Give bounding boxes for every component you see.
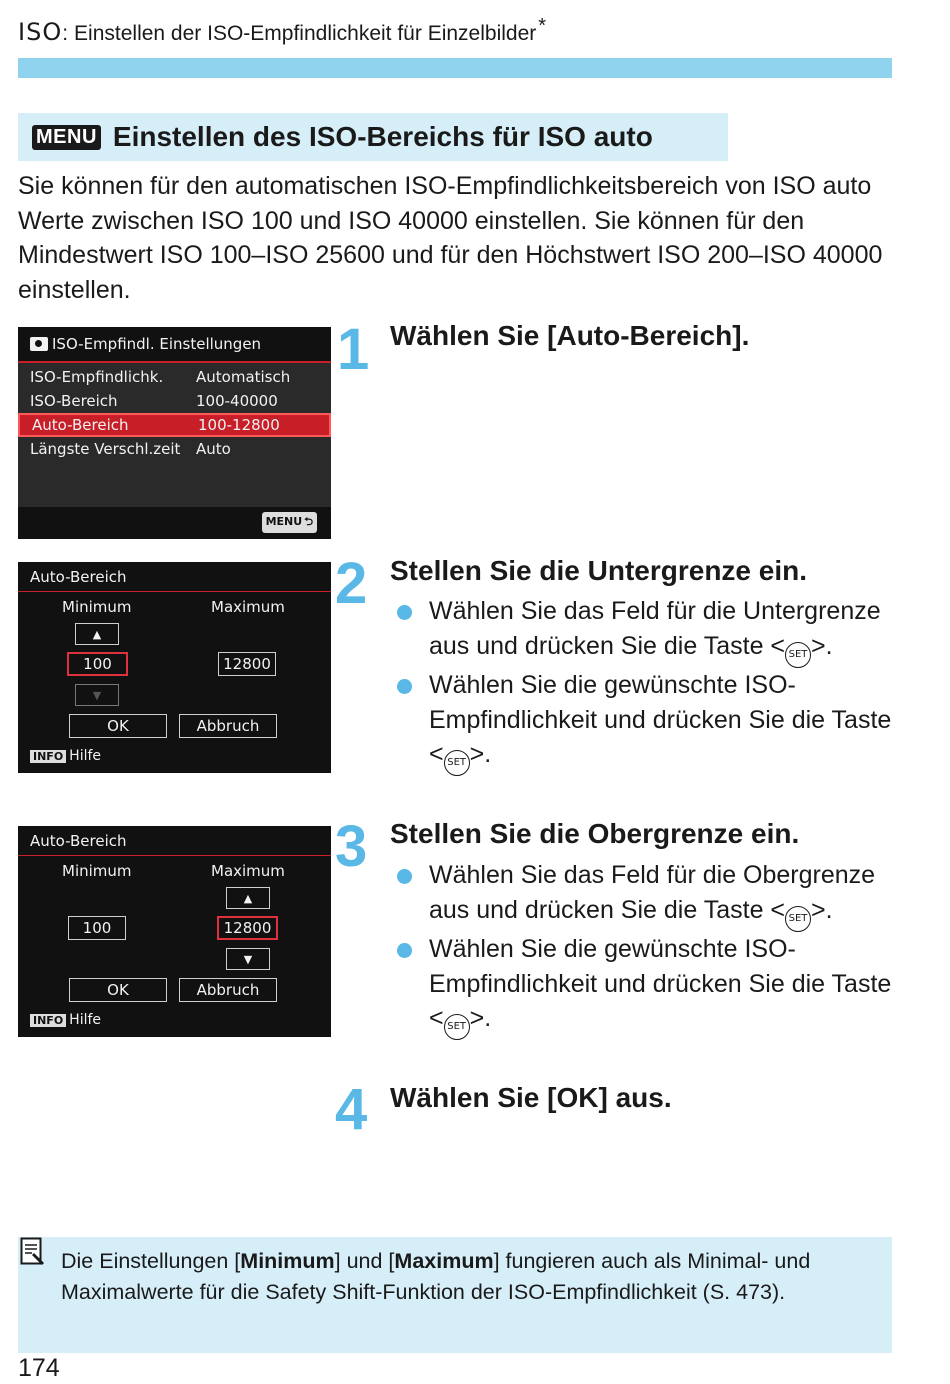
menu-row-min-shutter[interactable]: Längste Verschl.zeit Auto xyxy=(30,440,231,458)
page-number: 174 xyxy=(18,1354,60,1382)
info-help[interactable]: INFO Hilfe xyxy=(30,748,101,764)
step-number-1: 1 xyxy=(337,317,370,382)
min-up-arrow[interactable]: ▲ xyxy=(75,623,119,645)
step-2-title: Stellen Sie die Untergrenze ein. xyxy=(390,555,808,586)
info-badge: INFO xyxy=(30,1014,66,1027)
section-heading xyxy=(18,113,728,161)
step-number-2: 2 xyxy=(335,551,368,616)
header-title: Einstellen der ISO-Empfindlichkeit für Einzelbilder xyxy=(74,22,537,45)
iso-symbol: ISO xyxy=(18,18,63,46)
set-button-icon: SET xyxy=(785,906,811,932)
minimum-label: Minimum xyxy=(62,862,132,880)
note-text: Die Einstellungen [Minimum] und [Maximum] fungieren auch als Minimal- und Maximalwerte für die Safety Shift-Funktion der ISO-Empfindlichkeit (S. 473). xyxy=(61,1249,811,1304)
step-number-3: 3 xyxy=(335,814,368,879)
cancel-button[interactable]: Abbruch xyxy=(179,714,277,738)
step-2-bullets xyxy=(395,594,895,776)
maximum-label: Maximum xyxy=(211,862,285,880)
screen-title-bar: ISO-Empfindl. Einstellungen xyxy=(18,327,331,363)
ok-button[interactable]: OK xyxy=(69,714,167,738)
page-header: ISO : Einstellen der ISO-Empfindlichkeit für Einzelbilder * xyxy=(18,15,547,46)
set-button-icon: SET xyxy=(444,1014,470,1040)
menu-row-iso-speed[interactable]: ISO-Empfindlichk. Automatisch xyxy=(30,368,291,386)
min-value-field[interactable]: 100 xyxy=(68,916,126,940)
step-3-bullets xyxy=(395,858,895,1040)
list-item: Wählen Sie das Feld für die Obergrenze aus und drücken Sie die Taste < SET >. xyxy=(395,858,895,932)
step-1-title: Wählen Sie [Auto-Bereich]. xyxy=(390,320,750,351)
intro-paragraph: Sie können für den automatischen ISO-Empfindlichkeitsbereich von ISO auto Werte zwischen ISO 100 und ISO 40000 einstellen. Sie können für den Mindestwert ISO 100–ISO 25600 und für den Höchstwert ISO 200–ISO 40000 einstellen. xyxy=(18,172,883,304)
info-help[interactable]: INFO Hilfe xyxy=(30,1012,101,1028)
list-item: Wählen Sie die gewünschte ISO-Empfindlichkeit und drücken Sie die Taste < SET >. xyxy=(395,932,895,1041)
note-icon xyxy=(20,1237,46,1269)
list-item: Wählen Sie die gewünschte ISO-Empfindlichkeit und drücken Sie die Taste < SET >. xyxy=(395,668,895,777)
menu-row-auto-range[interactable]: Auto-Bereich 100-12800 xyxy=(18,413,331,437)
maximum-label: Maximum xyxy=(211,598,285,616)
min-value-field[interactable]: 100 xyxy=(67,652,128,676)
menu-badge: MENU xyxy=(32,125,101,150)
max-value-field[interactable]: 12800 xyxy=(218,652,276,676)
list-item: Wählen Sie das Feld für die Untergrenze aus und drücken Sie die Taste < SET >. xyxy=(395,594,895,668)
max-down-arrow[interactable]: ▼ xyxy=(226,948,270,970)
screen-title-bar: Auto-Bereich xyxy=(18,826,331,856)
return-arrow-icon: ⮌ xyxy=(304,514,313,528)
section-title: Einstellen des ISO-Bereichs für ISO auto xyxy=(112,121,653,152)
camera-icon xyxy=(30,337,48,351)
step-3-title: Stellen Sie die Obergrenze ein. xyxy=(390,818,800,849)
step-number-4: 4 xyxy=(335,1077,368,1142)
minimum-label: Minimum xyxy=(62,598,132,616)
camera-screen-iso-settings xyxy=(18,327,331,539)
step-4-title: Wählen Sie [OK] aus. xyxy=(390,1082,672,1113)
ok-button[interactable]: OK xyxy=(69,978,167,1002)
max-value-field[interactable]: 12800 xyxy=(217,916,278,940)
camera-screen-auto-range-min xyxy=(18,562,331,773)
menu-return-button[interactable]: MENU ⮌ xyxy=(262,512,317,533)
camera-screen-auto-range-max xyxy=(18,826,331,1037)
set-button-icon: SET xyxy=(785,642,811,668)
set-button-icon: SET xyxy=(444,750,470,776)
screen-title-bar: Auto-Bereich xyxy=(18,562,331,592)
min-down-arrow[interactable]: ▼ xyxy=(75,684,119,706)
menu-row-iso-range[interactable]: ISO-Bereich 100-40000 xyxy=(30,392,278,410)
cancel-button[interactable]: Abbruch xyxy=(179,978,277,1002)
max-up-arrow[interactable]: ▲ xyxy=(226,887,270,909)
info-badge: INFO xyxy=(30,750,66,763)
star-mark: * xyxy=(538,15,547,37)
header-bar xyxy=(18,58,892,78)
note-box xyxy=(18,1237,892,1353)
